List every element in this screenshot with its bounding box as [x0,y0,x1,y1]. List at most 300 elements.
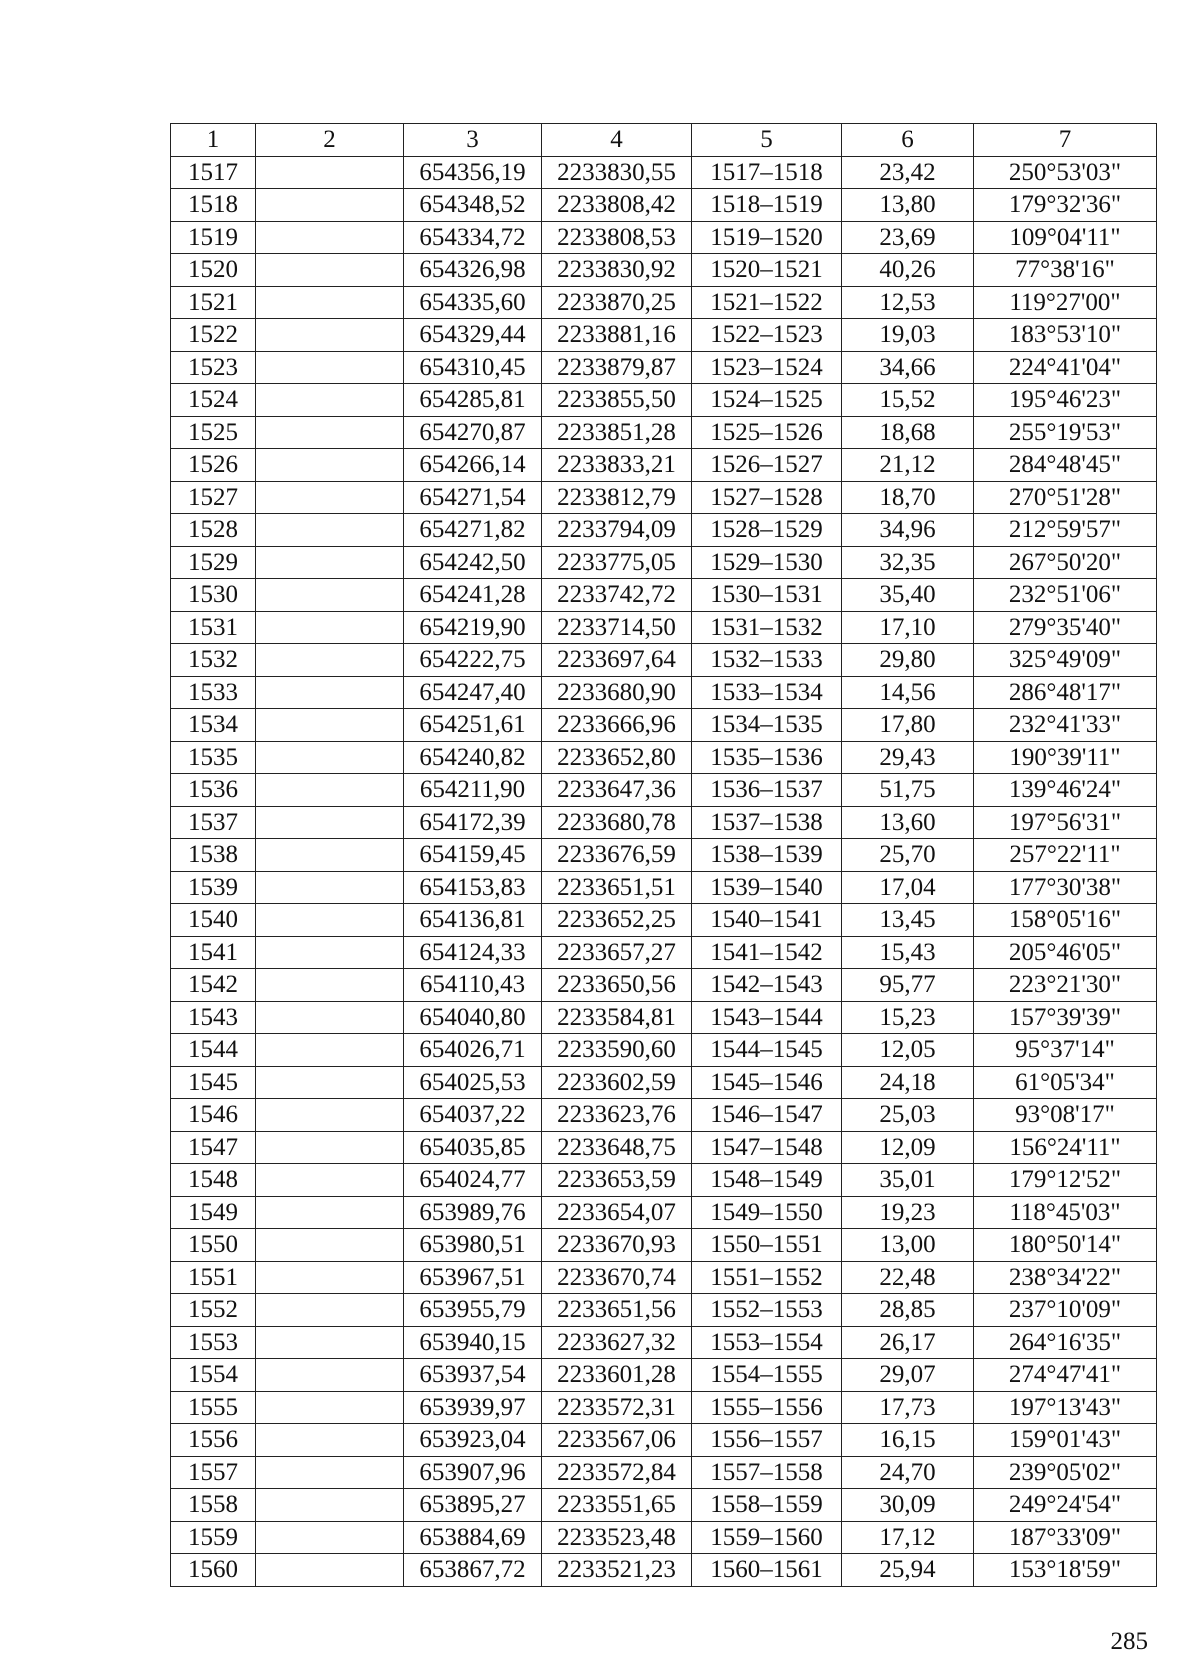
x-coordinate-cell: 654310,45 [404,351,542,384]
bearing-cell: 190°39'11" [974,741,1157,774]
segment-cell: 1557–1558 [692,1456,842,1489]
bearing-cell: 159°01'43" [974,1424,1157,1457]
bearing-cell: 264°16'35" [974,1326,1157,1359]
segment-cell: 1533–1534 [692,676,842,709]
y-coordinate-cell: 2233714,50 [542,611,692,644]
segment-cell: 1535–1536 [692,741,842,774]
empty-cell [256,1229,404,1262]
y-coordinate-cell: 2233851,28 [542,416,692,449]
y-coordinate-cell: 2233680,78 [542,806,692,839]
point-number-cell: 1525 [171,416,256,449]
column-header-6: 6 [842,124,974,157]
empty-cell [256,644,404,677]
point-number-cell: 1532 [171,644,256,677]
length-cell: 25,03 [842,1099,974,1132]
y-coordinate-cell: 2233521,23 [542,1554,692,1587]
segment-cell: 1547–1548 [692,1131,842,1164]
bearing-cell: 158°05'16" [974,904,1157,937]
empty-cell [256,221,404,254]
table-body [171,156,1157,1586]
point-number-cell: 1546 [171,1099,256,1132]
x-coordinate-cell: 654247,40 [404,676,542,709]
point-number-cell: 1552 [171,1294,256,1327]
bearing-cell: 232°41'33" [974,709,1157,742]
x-coordinate-cell: 654271,54 [404,481,542,514]
segment-cell: 1545–1546 [692,1066,842,1099]
x-coordinate-cell: 654219,90 [404,611,542,644]
point-number-cell: 1539 [171,871,256,904]
length-cell: 15,23 [842,1001,974,1034]
empty-cell [256,1294,404,1327]
y-coordinate-cell: 2233676,59 [542,839,692,872]
x-coordinate-cell: 654222,75 [404,644,542,677]
bearing-cell: 61°05'34" [974,1066,1157,1099]
length-cell: 22,48 [842,1261,974,1294]
point-number-cell: 1555 [171,1391,256,1424]
table-row [171,546,1157,579]
length-cell: 29,43 [842,741,974,774]
table-row [171,969,1157,1002]
y-coordinate-cell: 2233567,06 [542,1424,692,1457]
length-cell: 30,09 [842,1489,974,1522]
y-coordinate-cell: 2233830,92 [542,254,692,287]
length-cell: 26,17 [842,1326,974,1359]
bearing-cell: 139°46'24" [974,774,1157,807]
point-number-cell: 1524 [171,384,256,417]
y-coordinate-cell: 2233855,50 [542,384,692,417]
bearing-cell: 279°35'40" [974,611,1157,644]
table-row [171,806,1157,839]
point-number-cell: 1533 [171,676,256,709]
length-cell: 35,01 [842,1164,974,1197]
bearing-cell: 232°51'06" [974,579,1157,612]
bearing-cell: 257°22'11" [974,839,1157,872]
table-header-row [171,124,1157,157]
length-cell: 13,45 [842,904,974,937]
table-row [171,221,1157,254]
length-cell: 17,12 [842,1521,974,1554]
y-coordinate-cell: 2233666,96 [542,709,692,742]
bearing-cell: 180°50'14" [974,1229,1157,1262]
segment-cell: 1554–1555 [692,1359,842,1392]
y-coordinate-cell: 2233879,87 [542,351,692,384]
point-number-cell: 1535 [171,741,256,774]
bearing-cell: 212°59'57" [974,514,1157,547]
point-number-cell: 1551 [171,1261,256,1294]
table-row [171,1164,1157,1197]
bearing-cell: 224°41'04" [974,351,1157,384]
empty-cell [256,189,404,222]
empty-cell [256,1099,404,1132]
point-number-cell: 1523 [171,351,256,384]
table-row [171,286,1157,319]
table-row [171,644,1157,677]
point-number-cell: 1558 [171,1489,256,1522]
bearing-cell: 205°46'05" [974,936,1157,969]
x-coordinate-cell: 653895,27 [404,1489,542,1522]
x-coordinate-cell: 653923,04 [404,1424,542,1457]
point-number-cell: 1530 [171,579,256,612]
length-cell: 28,85 [842,1294,974,1327]
point-number-cell: 1543 [171,1001,256,1034]
segment-cell: 1530–1531 [692,579,842,612]
bearing-cell: 119°27'00" [974,286,1157,319]
length-cell: 13,60 [842,806,974,839]
x-coordinate-cell: 654024,77 [404,1164,542,1197]
table-row [171,1261,1157,1294]
segment-cell: 1517–1518 [692,156,842,189]
x-coordinate-cell: 654159,45 [404,839,542,872]
empty-cell [256,1131,404,1164]
length-cell: 40,26 [842,254,974,287]
table-row [171,481,1157,514]
table-row [171,839,1157,872]
column-header-1: 1 [171,124,256,157]
y-coordinate-cell: 2233680,90 [542,676,692,709]
segment-cell: 1529–1530 [692,546,842,579]
segment-cell: 1538–1539 [692,839,842,872]
segment-cell: 1549–1550 [692,1196,842,1229]
bearing-cell: 183°53'10" [974,319,1157,352]
point-number-cell: 1559 [171,1521,256,1554]
x-coordinate-cell: 654326,98 [404,254,542,287]
y-coordinate-cell: 2233775,05 [542,546,692,579]
coordinates-table [170,123,1157,1587]
y-coordinate-cell: 2233601,28 [542,1359,692,1392]
bearing-cell: 177°30'38" [974,871,1157,904]
table-row [171,384,1157,417]
point-number-cell: 1519 [171,221,256,254]
point-number-cell: 1554 [171,1359,256,1392]
y-coordinate-cell: 2233870,25 [542,286,692,319]
x-coordinate-cell: 654270,87 [404,416,542,449]
column-header-3: 3 [404,124,542,157]
table-row [171,1196,1157,1229]
page-number: 285 [1110,1628,1148,1655]
x-coordinate-cell: 654266,14 [404,449,542,482]
bearing-cell: 118°45'03" [974,1196,1157,1229]
y-coordinate-cell: 2233590,60 [542,1034,692,1067]
length-cell: 23,69 [842,221,974,254]
length-cell: 24,70 [842,1456,974,1489]
x-coordinate-cell: 654251,61 [404,709,542,742]
length-cell: 15,52 [842,384,974,417]
segment-cell: 1536–1537 [692,774,842,807]
segment-cell: 1556–1557 [692,1424,842,1457]
empty-cell [256,254,404,287]
segment-cell: 1553–1554 [692,1326,842,1359]
column-header-4: 4 [542,124,692,157]
segment-cell: 1537–1538 [692,806,842,839]
segment-cell: 1520–1521 [692,254,842,287]
segment-cell: 1523–1524 [692,351,842,384]
table-row [171,514,1157,547]
column-header-5: 5 [692,124,842,157]
length-cell: 18,68 [842,416,974,449]
bearing-cell: 197°13'43" [974,1391,1157,1424]
bearing-cell: 197°56'31" [974,806,1157,839]
segment-cell: 1521–1522 [692,286,842,319]
x-coordinate-cell: 654285,81 [404,384,542,417]
point-number-cell: 1520 [171,254,256,287]
bearing-cell: 156°24'11" [974,1131,1157,1164]
y-coordinate-cell: 2233652,25 [542,904,692,937]
length-cell: 29,80 [842,644,974,677]
bearing-cell: 274°47'41" [974,1359,1157,1392]
length-cell: 95,77 [842,969,974,1002]
table-row [171,254,1157,287]
table-row [171,1456,1157,1489]
point-number-cell: 1553 [171,1326,256,1359]
length-cell: 13,00 [842,1229,974,1262]
segment-cell: 1555–1556 [692,1391,842,1424]
bearing-cell: 255°19'53" [974,416,1157,449]
table-row [171,904,1157,937]
y-coordinate-cell: 2233808,53 [542,221,692,254]
y-coordinate-cell: 2233833,21 [542,449,692,482]
bearing-cell: 237°10'09" [974,1294,1157,1327]
empty-cell [256,546,404,579]
bearing-cell: 250°53'03" [974,156,1157,189]
length-cell: 12,09 [842,1131,974,1164]
segment-cell: 1552–1553 [692,1294,842,1327]
point-number-cell: 1556 [171,1424,256,1457]
segment-cell: 1522–1523 [692,319,842,352]
bearing-cell: 179°32'36" [974,189,1157,222]
bearing-cell: 153°18'59" [974,1554,1157,1587]
y-coordinate-cell: 2233572,84 [542,1456,692,1489]
point-number-cell: 1544 [171,1034,256,1067]
x-coordinate-cell: 654124,33 [404,936,542,969]
x-coordinate-cell: 654356,19 [404,156,542,189]
bearing-cell: 93°08'17" [974,1099,1157,1132]
length-cell: 12,05 [842,1034,974,1067]
bearing-cell: 187°33'09" [974,1521,1157,1554]
table-row [171,709,1157,742]
x-coordinate-cell: 654240,82 [404,741,542,774]
x-coordinate-cell: 653884,69 [404,1521,542,1554]
table-row [171,611,1157,644]
table-row [171,1131,1157,1164]
segment-cell: 1526–1527 [692,449,842,482]
table-row [171,741,1157,774]
segment-cell: 1560–1561 [692,1554,842,1587]
empty-cell [256,319,404,352]
segment-cell: 1539–1540 [692,871,842,904]
empty-cell [256,611,404,644]
column-header-7: 7 [974,124,1157,157]
segment-cell: 1543–1544 [692,1001,842,1034]
empty-cell [256,351,404,384]
bearing-cell: 286°48'17" [974,676,1157,709]
bearing-cell: 270°51'28" [974,481,1157,514]
table-row [171,1359,1157,1392]
empty-cell [256,286,404,319]
length-cell: 13,80 [842,189,974,222]
point-number-cell: 1522 [171,319,256,352]
empty-cell [256,1164,404,1197]
point-number-cell: 1538 [171,839,256,872]
segment-cell: 1519–1520 [692,221,842,254]
point-number-cell: 1549 [171,1196,256,1229]
table-row [171,416,1157,449]
table-row [171,1554,1157,1587]
segment-cell: 1531–1532 [692,611,842,644]
length-cell: 35,40 [842,579,974,612]
empty-cell [256,1066,404,1099]
bearing-cell: 267°50'20" [974,546,1157,579]
point-number-cell: 1529 [171,546,256,579]
x-coordinate-cell: 654025,53 [404,1066,542,1099]
empty-cell [256,871,404,904]
table-row [171,1099,1157,1132]
x-coordinate-cell: 654110,43 [404,969,542,1002]
bearing-cell: 239°05'02" [974,1456,1157,1489]
length-cell: 17,80 [842,709,974,742]
y-coordinate-cell: 2233652,80 [542,741,692,774]
length-cell: 51,75 [842,774,974,807]
empty-cell [256,774,404,807]
y-coordinate-cell: 2233808,42 [542,189,692,222]
column-header-2: 2 [256,124,404,157]
bearing-cell: 284°48'45" [974,449,1157,482]
segment-cell: 1540–1541 [692,904,842,937]
y-coordinate-cell: 2233650,56 [542,969,692,1002]
empty-cell [256,481,404,514]
segment-cell: 1532–1533 [692,644,842,677]
y-coordinate-cell: 2233697,64 [542,644,692,677]
x-coordinate-cell: 653937,54 [404,1359,542,1392]
empty-cell [256,969,404,1002]
table-row [171,871,1157,904]
bearing-cell: 77°38'16" [974,254,1157,287]
point-number-cell: 1545 [171,1066,256,1099]
empty-cell [256,676,404,709]
length-cell: 17,04 [842,871,974,904]
point-number-cell: 1527 [171,481,256,514]
x-coordinate-cell: 653955,79 [404,1294,542,1327]
empty-cell [256,1001,404,1034]
bearing-cell: 223°21'30" [974,969,1157,1002]
point-number-cell: 1557 [171,1456,256,1489]
table-row [171,1489,1157,1522]
empty-cell [256,709,404,742]
point-number-cell: 1560 [171,1554,256,1587]
point-number-cell: 1541 [171,936,256,969]
table-row [171,1066,1157,1099]
table-row [171,936,1157,969]
point-number-cell: 1540 [171,904,256,937]
segment-cell: 1550–1551 [692,1229,842,1262]
y-coordinate-cell: 2233572,31 [542,1391,692,1424]
length-cell: 16,15 [842,1424,974,1457]
segment-cell: 1528–1529 [692,514,842,547]
y-coordinate-cell: 2233651,51 [542,871,692,904]
x-coordinate-cell: 653980,51 [404,1229,542,1262]
bearing-cell: 157°39'39" [974,1001,1157,1034]
point-number-cell: 1526 [171,449,256,482]
length-cell: 12,53 [842,286,974,319]
y-coordinate-cell: 2233584,81 [542,1001,692,1034]
bearing-cell: 249°24'54" [974,1489,1157,1522]
segment-cell: 1518–1519 [692,189,842,222]
empty-cell [256,1554,404,1587]
x-coordinate-cell: 654153,83 [404,871,542,904]
point-number-cell: 1518 [171,189,256,222]
empty-cell [256,839,404,872]
empty-cell [256,579,404,612]
segment-cell: 1548–1549 [692,1164,842,1197]
x-coordinate-cell: 653867,72 [404,1554,542,1587]
point-number-cell: 1517 [171,156,256,189]
length-cell: 29,07 [842,1359,974,1392]
segment-cell: 1524–1525 [692,384,842,417]
y-coordinate-cell: 2233812,79 [542,481,692,514]
empty-cell [256,1326,404,1359]
y-coordinate-cell: 2233551,65 [542,1489,692,1522]
y-coordinate-cell: 2233670,74 [542,1261,692,1294]
y-coordinate-cell: 2233742,72 [542,579,692,612]
bearing-cell: 238°34'22" [974,1261,1157,1294]
bearing-cell: 325°49'09" [974,644,1157,677]
point-number-cell: 1548 [171,1164,256,1197]
segment-cell: 1542–1543 [692,969,842,1002]
point-number-cell: 1537 [171,806,256,839]
length-cell: 17,73 [842,1391,974,1424]
point-number-cell: 1542 [171,969,256,1002]
y-coordinate-cell: 2233647,36 [542,774,692,807]
point-number-cell: 1531 [171,611,256,644]
x-coordinate-cell: 654211,90 [404,774,542,807]
length-cell: 23,42 [842,156,974,189]
table-row [171,676,1157,709]
length-cell: 32,35 [842,546,974,579]
table-row [171,189,1157,222]
empty-cell [256,1456,404,1489]
point-number-cell: 1547 [171,1131,256,1164]
empty-cell [256,1196,404,1229]
x-coordinate-cell: 654271,82 [404,514,542,547]
y-coordinate-cell: 2233602,59 [542,1066,692,1099]
table-row [171,156,1157,189]
empty-cell [256,1489,404,1522]
y-coordinate-cell: 2233653,59 [542,1164,692,1197]
bearing-cell: 109°04'11" [974,221,1157,254]
segment-cell: 1546–1547 [692,1099,842,1132]
point-number-cell: 1550 [171,1229,256,1262]
x-coordinate-cell: 653989,76 [404,1196,542,1229]
table-row [171,319,1157,352]
x-coordinate-cell: 654348,52 [404,189,542,222]
length-cell: 25,70 [842,839,974,872]
point-number-cell: 1536 [171,774,256,807]
y-coordinate-cell: 2233794,09 [542,514,692,547]
x-coordinate-cell: 654026,71 [404,1034,542,1067]
x-coordinate-cell: 654040,80 [404,1001,542,1034]
x-coordinate-cell: 653940,15 [404,1326,542,1359]
table-row [171,449,1157,482]
bearing-cell: 95°37'14" [974,1034,1157,1067]
y-coordinate-cell: 2233627,32 [542,1326,692,1359]
length-cell: 17,10 [842,611,974,644]
segment-cell: 1541–1542 [692,936,842,969]
y-coordinate-cell: 2233654,07 [542,1196,692,1229]
empty-cell [256,416,404,449]
length-cell: 19,23 [842,1196,974,1229]
table-row [171,774,1157,807]
length-cell: 34,66 [842,351,974,384]
y-coordinate-cell: 2233830,55 [542,156,692,189]
